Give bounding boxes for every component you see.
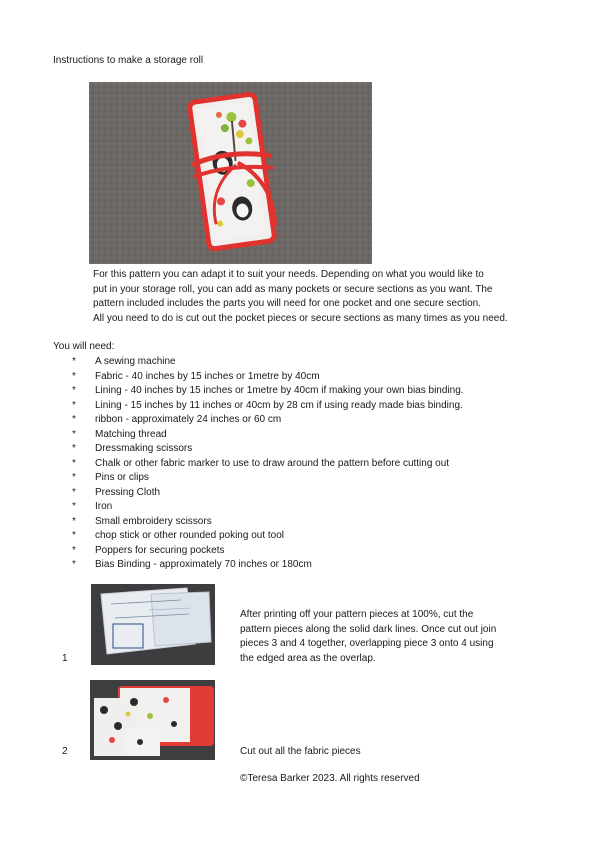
bullet-icon: * — [72, 428, 76, 440]
step-1-text — [240, 608, 496, 666]
list-item — [70, 399, 464, 414]
bullet-icon: * — [72, 472, 76, 483]
copyright-notice: ©Teresa Barker 2023. All rights reserved — [240, 773, 420, 784]
pattern-pieces-photo — [91, 584, 215, 665]
bullet-icon: * — [72, 356, 76, 367]
list-item-text: Lining - 40 inches by 15 inches or 1metre by 40cm if making your own bias binding. — [95, 385, 464, 396]
list-item — [70, 500, 464, 515]
list-item — [70, 558, 464, 573]
bullet-icon: * — [72, 559, 76, 570]
list-item-text: Iron — [95, 501, 113, 512]
intro-line: All you need to do is cut out the pocket pieces or secure sections as many times as you need. — [93, 312, 508, 324]
list-item-text: chop stick or other rounded poking out tool — [95, 530, 285, 541]
bullet-icon: * — [72, 414, 76, 425]
list-item-text: Lining - 15 inches by 11 inches or 40cm by 28 cm if using ready made bias binding. — [95, 399, 463, 411]
step-number: 2 — [62, 746, 68, 757]
bullet-icon: * — [72, 457, 76, 469]
step-line: Cut out all the fabric pieces — [240, 746, 361, 757]
bullet-icon: * — [72, 544, 76, 556]
list-item — [70, 370, 464, 385]
list-item — [70, 428, 464, 443]
bullet-icon: * — [72, 530, 76, 541]
materials-list — [70, 355, 464, 573]
list-item-text: Poppers for securing pockets — [95, 544, 225, 556]
bullet-icon: * — [72, 443, 76, 454]
bullet-icon: * — [72, 399, 76, 411]
intro-line: put in your storage roll, you can add as many pockets or secure sections as you want. The — [93, 283, 493, 295]
step-line: the edged area as the overlap. — [240, 652, 376, 664]
list-item-text: Pressing Cloth — [95, 486, 161, 498]
list-item-text: Fabric - 40 inches by 15 inches or 1metre by 40cm — [95, 370, 320, 382]
list-item-text: ribbon - approximately 24 inches or 60 cm — [95, 414, 282, 425]
step-line: pieces 3 and 4 together, overlapping piece 3 onto 4 using — [240, 638, 494, 650]
bullet-icon: * — [72, 486, 76, 498]
list-item-text: Matching thread — [95, 428, 167, 440]
list-item-text: Pins or clips — [95, 472, 149, 483]
fabric-pieces-illustration — [90, 680, 215, 760]
bullet-icon: * — [72, 370, 76, 382]
list-item — [70, 486, 464, 501]
bullet-icon: * — [72, 515, 76, 527]
storage-roll-photo — [89, 82, 372, 264]
step-line: pattern pieces along the solid dark lines. Once cut out join — [240, 623, 497, 635]
list-item — [70, 355, 464, 370]
you-will-need-heading: You will need: — [53, 341, 115, 352]
list-item-text: Bias Binding - approximately 70 inches or 180cm — [95, 559, 312, 570]
intro-line: For this pattern you can adapt it to suit your needs. Depending on what you would like to — [93, 269, 484, 280]
list-item — [70, 515, 464, 530]
list-item — [70, 544, 464, 559]
list-item-text: A sewing machine — [95, 356, 176, 367]
list-item — [70, 457, 464, 472]
step-2-text — [240, 745, 361, 760]
list-item-text: Chalk or other fabric marker to use to draw around the pattern before cutting out — [95, 457, 450, 469]
storage-roll-illustration — [89, 82, 372, 264]
list-item-text: Small embroidery scissors — [95, 515, 212, 527]
list-item — [70, 529, 464, 544]
list-item — [70, 471, 464, 486]
step-line: After printing off your pattern pieces at 100%, cut the — [240, 609, 474, 620]
document-title: Instructions to make a storage roll — [53, 55, 204, 66]
fabric-pieces-photo — [90, 680, 215, 760]
list-item — [70, 442, 464, 457]
pattern-pieces-illustration — [91, 584, 215, 665]
step-number: 1 — [62, 653, 68, 664]
list-item — [70, 384, 464, 399]
list-item-text: Dressmaking scissors — [95, 443, 193, 454]
intro-line: pattern included includes the parts you will need for one pocket and one secure section. — [93, 298, 482, 310]
list-item — [70, 413, 464, 428]
intro-paragraph — [93, 268, 533, 326]
bullet-icon: * — [72, 501, 76, 512]
bullet-icon: * — [72, 385, 76, 396]
